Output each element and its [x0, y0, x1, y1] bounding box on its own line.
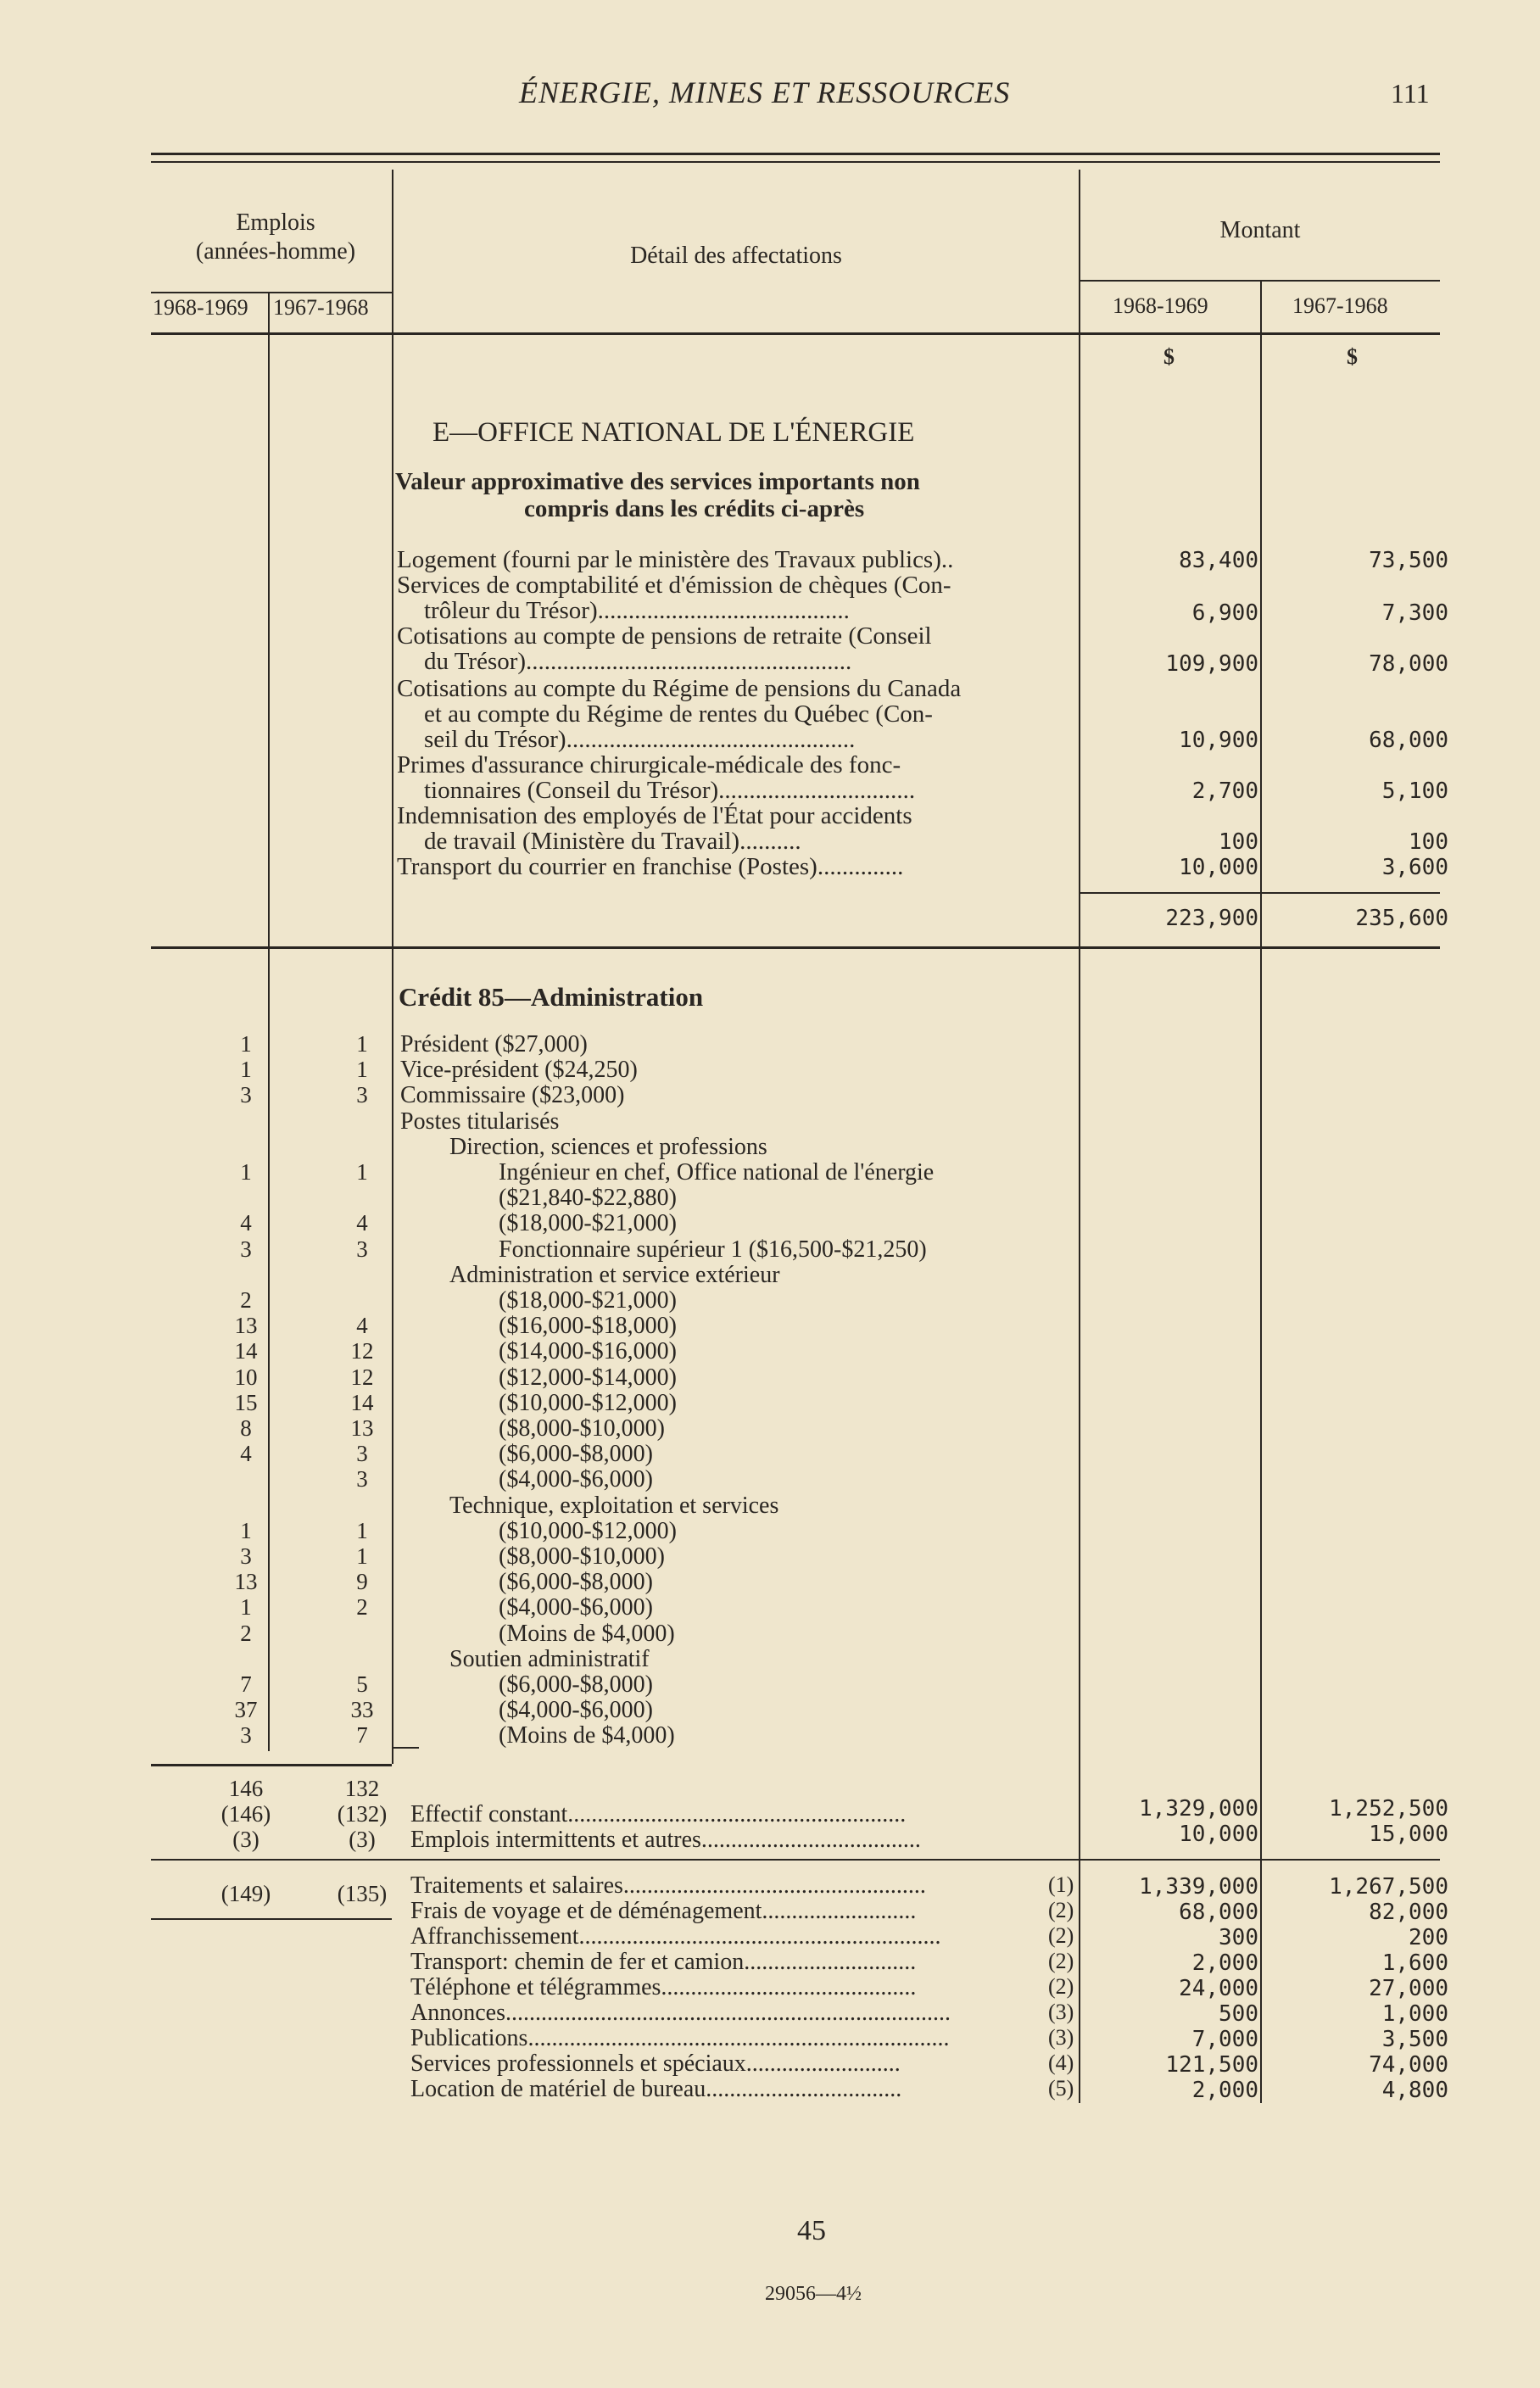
- montant-subrule: [1080, 280, 1440, 282]
- credit-line-text: ($8,000-$10,000): [499, 1415, 665, 1442]
- services-total-2: 235,600: [1355, 906, 1448, 931]
- service-row-1-text: Logement (fourni par le ministère des Travaux publics)..: [397, 546, 954, 573]
- credit-line-text: ($12,000-$14,000): [499, 1364, 677, 1391]
- service-row-3-text-b: du Trésor).....................................................: [424, 648, 852, 675]
- intermittents-amt2: 15,000: [1369, 1822, 1448, 1847]
- expense-label: Traitements et salaires...................................................: [410, 1872, 926, 1899]
- expense-amt2: 4,800: [1381, 2078, 1448, 2103]
- credit-count-1967: 5: [356, 1671, 368, 1697]
- credit-count-1968: 14: [234, 1338, 258, 1364]
- service-row-5-text-a: Primes d'assurance chirurgicale-médicale des fonc-: [397, 751, 901, 778]
- expense-amt2: 1,267,500: [1329, 1874, 1448, 1900]
- total-count-1968: 146: [228, 1776, 264, 1801]
- credit-count-1968: 13: [234, 1313, 258, 1338]
- service-row-4-amt1: 10,900: [1179, 728, 1258, 753]
- credit-count-1967: 33: [350, 1697, 374, 1722]
- service-row-2-amt1: 6,900: [1191, 600, 1258, 626]
- credit-count-1967: 3: [356, 1082, 368, 1108]
- expense-code: (5): [1048, 2076, 1074, 2101]
- service-row-1-amt2: 73,500: [1369, 548, 1448, 573]
- credit-line-text: ($16,000-$18,000): [499, 1313, 677, 1339]
- credit-line-text: ($4,000-$6,000): [499, 1697, 653, 1723]
- credit-line-text: ($14,000-$16,000): [499, 1338, 677, 1364]
- expense-amt1: 68,000: [1179, 1900, 1258, 1925]
- intermittents-count-1968: (3): [232, 1827, 259, 1852]
- service-row-7-text: Transport du courrier en franchise (Postes)..............: [397, 853, 904, 880]
- service-row-6-text-a: Indemnisation des employés de l'État pour accidents: [397, 802, 912, 829]
- col-head-emplois-y1: 1968-1969: [153, 295, 248, 320]
- credit-line-text: ($6,000-$8,000): [499, 1441, 653, 1467]
- intermittents-label: Emplois intermittents et autres.....................................: [410, 1827, 921, 1853]
- credit-count-1968: 4: [240, 1441, 252, 1466]
- service-row-7-amt1: 10,000: [1179, 855, 1258, 880]
- expense-amt2: 27,000: [1369, 1976, 1448, 2001]
- grand-total-rule-under: [151, 1918, 392, 1920]
- credit-count-1968: 37: [234, 1697, 258, 1722]
- grand-count-1967: (135): [337, 1881, 388, 1906]
- service-row-6-amt2: 100: [1409, 829, 1448, 855]
- expense-amt1: 1,339,000: [1139, 1874, 1258, 1900]
- effectif-amt2: 1,252,500: [1329, 1796, 1448, 1822]
- top-double-rule-thin: [151, 161, 1440, 163]
- credit-count-1967: 4: [356, 1210, 368, 1236]
- credit-count-1968: 2: [240, 1621, 252, 1646]
- credit-line-text: Commissaire ($23,000): [400, 1082, 625, 1108]
- effectif-count-1968: (146): [220, 1801, 271, 1827]
- expense-code: (4): [1048, 2050, 1074, 2075]
- credit-count-1967: 9: [356, 1569, 368, 1594]
- service-row-6-amt1: 100: [1219, 829, 1258, 855]
- credit-line-text: Vice-président ($24,250): [400, 1057, 638, 1083]
- credit-line-text: Postes titularisés: [400, 1108, 560, 1135]
- col-head-montant-y1: 1968-1969: [1113, 293, 1208, 318]
- credit-count-1968: 1: [240, 1057, 252, 1082]
- credit-line-text: Président ($27,000): [400, 1031, 588, 1057]
- credit-count-1967: 3: [356, 1466, 368, 1492]
- credit-count-1968: 3: [240, 1722, 252, 1748]
- credit-count-1967: 3: [356, 1441, 368, 1466]
- credit-line-text: Ingénieur en chef, Office national de l'énergie: [499, 1159, 935, 1186]
- expense-amt1: 7,000: [1191, 2027, 1258, 2052]
- services-total-1: 223,900: [1165, 906, 1258, 931]
- expense-code: (2): [1048, 1923, 1074, 1948]
- emplois-label: Emplois: [236, 209, 315, 236]
- credit-end-rule-emplois: [151, 1764, 392, 1766]
- credit-line-text: ($18,000-$21,000): [499, 1287, 677, 1314]
- service-row-2-text-b: trôleur du Trésor).........................................: [424, 597, 850, 624]
- service-row-3-text-a: Cotisations au compte de pensions de retraite (Conseil: [397, 622, 932, 650]
- top-double-rule: [151, 153, 1440, 155]
- service-row-3-amt1: 109,900: [1165, 651, 1258, 677]
- expense-amt1: 2,000: [1191, 2078, 1258, 2103]
- credit-line-text: (Moins de $4,000): [499, 1722, 675, 1749]
- credit-line-text: ($4,000-$6,000): [499, 1594, 653, 1621]
- credit-line-text: Administration et service extérieur: [449, 1262, 780, 1288]
- credit-count-1967: 14: [350, 1390, 374, 1415]
- credit-count-1968: 3: [240, 1543, 252, 1569]
- expense-amt2: 82,000: [1369, 1900, 1448, 1925]
- effectif-count-1967: (132): [337, 1801, 388, 1827]
- expense-code: (3): [1048, 2000, 1074, 2024]
- col-rule-detail-right: [1079, 170, 1080, 2103]
- expense-amt2: 1,000: [1381, 2001, 1448, 2027]
- expense-code: (2): [1048, 1898, 1074, 1922]
- credit-count-1968: 2: [240, 1287, 252, 1313]
- expense-label: Location de matériel de bureau.................................: [410, 2076, 902, 2102]
- service-row-4-text-a: Cotisations au compte du Régime de pensions du Canada: [397, 675, 962, 702]
- section-title: E—OFFICE NATIONAL DE L'ÉNERGIE: [432, 417, 915, 448]
- credit-line-text: ($10,000-$12,000): [499, 1390, 677, 1416]
- service-row-5-amt1: 2,700: [1191, 778, 1258, 804]
- expense-label: Transport: chemin de fer et camion.............................: [410, 1949, 917, 1975]
- expense-amt1: 121,500: [1165, 2052, 1258, 2078]
- expense-amt1: 300: [1219, 1925, 1258, 1950]
- expense-label: Annonces...........................................................................: [410, 2000, 951, 2026]
- credit-count-1968: 4: [240, 1210, 252, 1236]
- credit-count-1967: 4: [356, 1313, 368, 1338]
- credit-count-1967: 1: [356, 1159, 368, 1185]
- credit-count-1968: 1: [240, 1594, 252, 1620]
- credit-count-1968: 3: [240, 1236, 252, 1262]
- expense-code: (2): [1048, 1949, 1074, 1973]
- service-row-1-amt1: 83,400: [1179, 548, 1258, 573]
- service-row-7-amt2: 3,600: [1381, 855, 1448, 880]
- credit-count-1967: 13: [350, 1415, 374, 1441]
- section-divider: [151, 946, 1440, 949]
- expense-code: (2): [1048, 1974, 1074, 1999]
- credit-line-text: ($21,840-$22,880): [499, 1185, 677, 1211]
- credit-line-text: ($18,000-$21,000): [499, 1210, 677, 1236]
- credit-count-1968: 13: [234, 1569, 258, 1594]
- credit-line-text: Technique, exploitation et services: [449, 1492, 779, 1519]
- credit-line-text: Soutien administratif: [449, 1646, 650, 1672]
- service-row-2-amt2: 7,300: [1381, 600, 1448, 626]
- service-row-4-amt2: 68,000: [1369, 728, 1448, 753]
- service-row-2-text-a: Services de comptabilité et d'émission de chèques (Con-: [397, 572, 951, 599]
- emplois-subrule: [151, 292, 392, 293]
- col-head-emplois-y2: 1967-1968: [273, 295, 369, 320]
- grand-total-rule: [151, 1859, 1440, 1861]
- services-heading-1: Valeur approximative des services importants non: [395, 468, 920, 495]
- credit-end-rule-detail: [393, 1747, 419, 1749]
- total-count-1967: 132: [344, 1776, 380, 1801]
- credit-line-text: Direction, sciences et professions: [449, 1134, 767, 1160]
- credit-count-1968: 7: [240, 1671, 252, 1697]
- col-rule-detail-left: [392, 170, 393, 1764]
- credit-line-text: (Moins de $4,000): [499, 1621, 675, 1647]
- credit-count-1967: 1: [356, 1543, 368, 1569]
- credit-count-1967: 12: [350, 1338, 374, 1364]
- expense-label: Frais de voyage et de déménagement..........................: [410, 1898, 917, 1924]
- expense-label: Affranchissement.............................................................: [410, 1923, 941, 1950]
- expense-code: (3): [1048, 2025, 1074, 2050]
- effectif-label: Effectif constant.........................................................: [410, 1801, 907, 1827]
- credit-line-text: ($6,000-$8,000): [499, 1569, 653, 1595]
- credit-count-1968: 15: [234, 1390, 258, 1415]
- running-header-title: ÉNERGIE, MINES ET RESSOURCES: [519, 75, 1011, 109]
- expense-amt2: 74,000: [1369, 2052, 1448, 2078]
- credit-title: Crédit 85—Administration: [399, 982, 704, 1012]
- credit-count-1968: 1: [240, 1159, 252, 1185]
- credit-count-1968: 10: [234, 1364, 258, 1390]
- expense-amt2: 3,500: [1381, 2027, 1448, 2052]
- col-head-detail: Détail des affectations: [630, 243, 842, 269]
- header-bottom-rule: [151, 332, 1440, 335]
- credit-count-1967: 12: [350, 1364, 374, 1390]
- page-number: 111: [1391, 78, 1430, 109]
- footer-page: 45: [797, 2215, 826, 2246]
- currency-symbol-1: $: [1163, 344, 1175, 369]
- col-rule-montant-split: [1260, 280, 1262, 2103]
- expense-label: Publications.......................................................................: [410, 2025, 950, 2051]
- credit-count-1967: 1: [356, 1031, 368, 1057]
- service-row-4-text-c: seil du Trésor)...............................................: [424, 726, 856, 753]
- expense-amt1: 500: [1219, 2001, 1258, 2027]
- credit-count-1967: 1: [356, 1057, 368, 1082]
- service-row-6-text-b: de travail (Ministère du Travail)..........: [424, 828, 801, 855]
- expense-amt2: 1,600: [1381, 1950, 1448, 1976]
- intermittents-amt1: 10,000: [1179, 1822, 1258, 1847]
- col-head-montant: Montant: [1219, 217, 1301, 243]
- intermittents-count-1967: (3): [349, 1827, 376, 1852]
- currency-symbol-2: $: [1347, 344, 1358, 369]
- credit-count-1967: 7: [356, 1722, 368, 1748]
- service-row-5-amt2: 5,100: [1381, 778, 1448, 804]
- services-heading-2: compris dans les crédits ci-après: [524, 495, 865, 522]
- expense-label: Téléphone et télégrammes...........................................: [410, 1974, 917, 2000]
- credit-count-1968: 1: [240, 1518, 252, 1543]
- credit-count-1968: 8: [240, 1415, 252, 1441]
- credit-count-1967: 1: [356, 1518, 368, 1543]
- credit-count-1967: 2: [356, 1594, 368, 1620]
- col-head-emplois: [161, 209, 390, 266]
- expense-amt1: 24,000: [1179, 1976, 1258, 2001]
- service-row-5-text-b: tionnaires (Conseil du Trésor)................................: [424, 777, 916, 804]
- credit-line-text: Fonctionnaire supérieur 1 ($16,500-$21,250): [499, 1236, 927, 1263]
- credit-line-text: ($10,000-$12,000): [499, 1518, 677, 1544]
- effectif-amt1: 1,329,000: [1139, 1796, 1258, 1822]
- credit-count-1968: 3: [240, 1082, 252, 1108]
- credit-count-1968: 1: [240, 1031, 252, 1057]
- expense-label: Services professionnels et spéciaux..........................: [410, 2050, 901, 2077]
- col-head-montant-y2: 1967-1968: [1292, 293, 1388, 318]
- emplois-sub-label: (années-homme): [195, 238, 356, 265]
- credit-count-1967: 3: [356, 1236, 368, 1262]
- expense-amt2: 200: [1409, 1925, 1448, 1950]
- service-row-3-amt2: 78,000: [1369, 651, 1448, 677]
- credit-line-text: ($4,000-$6,000): [499, 1466, 653, 1492]
- credit-line-text: ($6,000-$8,000): [499, 1671, 653, 1698]
- credit-line-text: ($8,000-$10,000): [499, 1543, 665, 1570]
- services-total-rule: [1080, 892, 1440, 894]
- expense-amt1: 2,000: [1191, 1950, 1258, 1976]
- expense-code: (1): [1048, 1872, 1074, 1897]
- grand-count-1968: (149): [220, 1881, 271, 1906]
- footer-code: 29056—4½: [765, 2283, 862, 2305]
- service-row-4-text-b: et au compte du Régime de rentes du Québec (Con-: [424, 700, 933, 728]
